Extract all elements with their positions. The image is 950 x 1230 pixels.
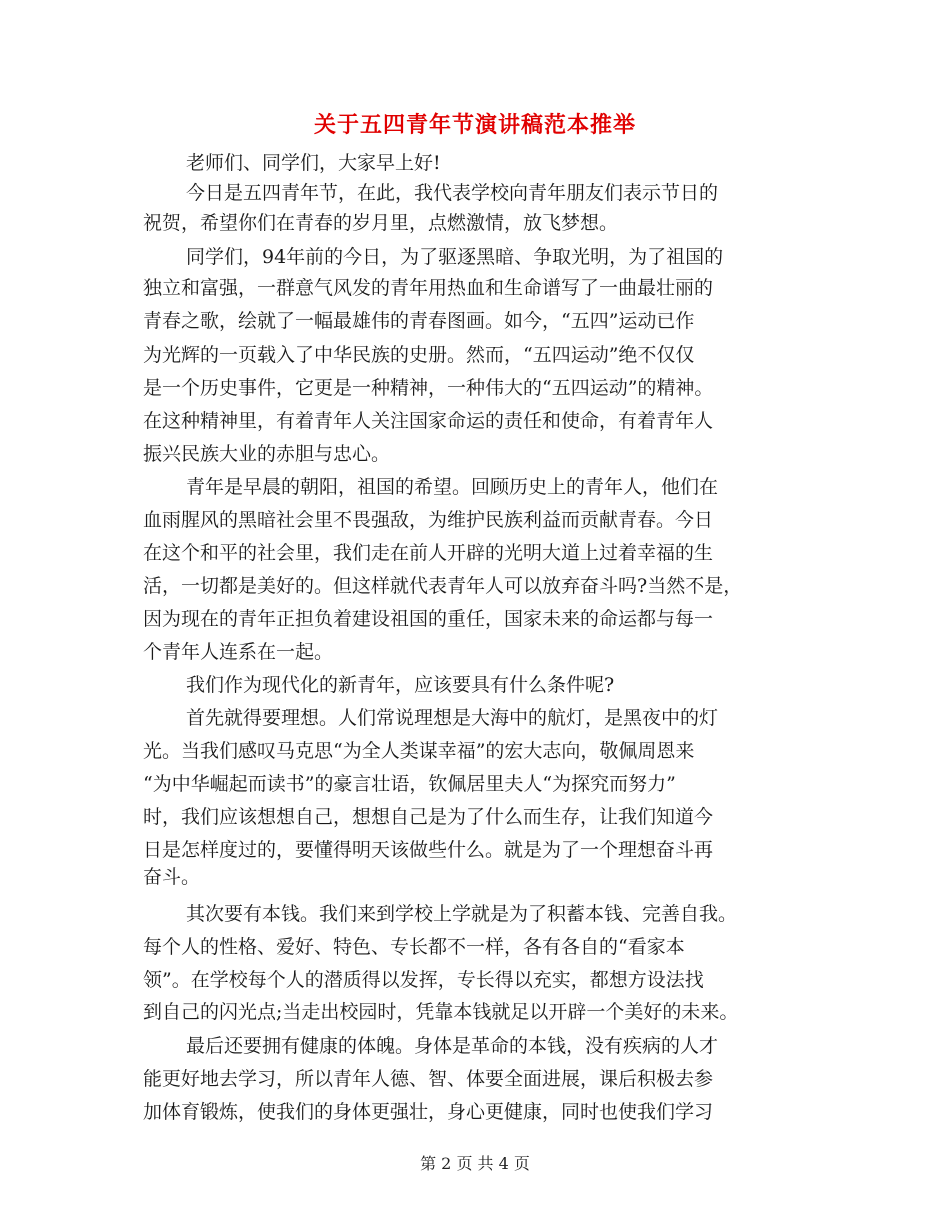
- paragraph-line: 我们作为现代化的新青年，应该要具有什么条件呢?: [186, 674, 615, 696]
- paragraph-line: 奋斗。: [143, 866, 201, 888]
- paragraph-line: 同学们，94年前的今日，为了驱逐黑暗、争取光明，为了祖国的: [186, 246, 724, 268]
- paragraph-line: 光。当我们感叹马克思“为全人类谋幸福”的宏大志向，敬佩周恩来: [143, 740, 695, 762]
- paragraph-line: 今日是五四青年节，在此，我代表学校向青年朋友们表示节日的: [186, 182, 719, 204]
- paragraph-line: 老师们、同学们，大家早上好!: [186, 152, 441, 174]
- paragraph-line: 最后还要拥有健康的体魄。身体是革命的本钱，没有疾病的人才: [186, 1035, 719, 1057]
- paragraph-line: 是一个历史事件，它更是一种精神，一种伟大的“五四运动”的精神。: [143, 377, 714, 399]
- paragraph-line: 血雨腥风的黑暗社会里不畏强敌，为维护民族利益而贡献青春。今日: [143, 509, 714, 531]
- paragraph-line: 日是怎样度过的，要懂得明天该做些什么。就是为了一个理想奋斗再: [143, 839, 714, 861]
- paragraph-line: 加体育锻炼，使我们的身体更强壮，身心更健康，同时也使我们学习: [143, 1101, 714, 1123]
- paragraph-line: 祝贺，希望你们在青春的岁月里，点燃激情，放飞梦想。: [143, 212, 619, 234]
- paragraph-line: 能更好地去学习，所以青年人德、智、体要全面进展，课后积极去参: [143, 1068, 714, 1090]
- paragraph-line: 独立和富强，一群意气风发的青年用热血和生命谱写了一曲最壮丽的: [143, 277, 714, 299]
- paragraph-line: 时，我们应该想想自己，想想自己是为了什么而生存，让我们知道今: [143, 806, 714, 828]
- paragraph-line: 首先就得要理想。人们常说理想是大海中的航灯，是黑夜中的灯: [186, 707, 719, 729]
- paragraph-line: 在这个和平的社会里，我们走在前人开辟的光明大道上过着幸福的生: [143, 542, 714, 564]
- paragraph-line: 每个人的性格、爱好、特色、专长都不一样，各有各自的“看家本: [143, 936, 685, 958]
- paragraph-line: 为光辉的一页载入了中华民族的史册。然而，“五四运动”绝不仅仅: [143, 344, 695, 366]
- paragraph-line: 到自己的闪光点;当走出校园时，凭靠本钱就足以开辟一个美好的未来。: [143, 1001, 739, 1023]
- paragraph-line: 振兴民族大业的赤胆与忠心。: [143, 443, 391, 465]
- paragraph-line: 在这种精神里，有着青年人关注国家命运的责任和使命，有着青年人: [143, 410, 714, 432]
- paragraph-line: 领”。在学校每个人的潜质得以发挥，专长得以充实，都想方设法找: [143, 969, 704, 991]
- paragraph-line: 个青年人连系在一起。: [143, 641, 334, 663]
- paragraph-line: 青春之歌，绘就了一幅最雄伟的青春图画。如今，“五四”运动已作: [143, 310, 695, 332]
- paragraph-line: 青年是早晨的朝阳，祖国的希望。回顾历史上的青年人，他们在: [186, 476, 719, 498]
- paragraph-line: 其次要有本钱。我们来到学校上学就是为了积蓄本钱、完善自我。: [186, 903, 738, 925]
- paragraph-line: “为中华崛起而读书”的豪言壮语，钦佩居里夫人“为探究而努力”: [143, 773, 676, 795]
- paragraph-line: 因为现在的青年正担负着建设祖国的重任，国家未来的命运都与每一: [143, 608, 714, 630]
- document-title: 关于五四青年节演讲稿范本推举: [313, 112, 636, 138]
- paragraph-line: 活，一切都是美好的。但这样就代表青年人可以放弃奋斗吗?当然不是，: [143, 575, 743, 597]
- page-footer: 第 2 页 共 4 页: [420, 1154, 530, 1173]
